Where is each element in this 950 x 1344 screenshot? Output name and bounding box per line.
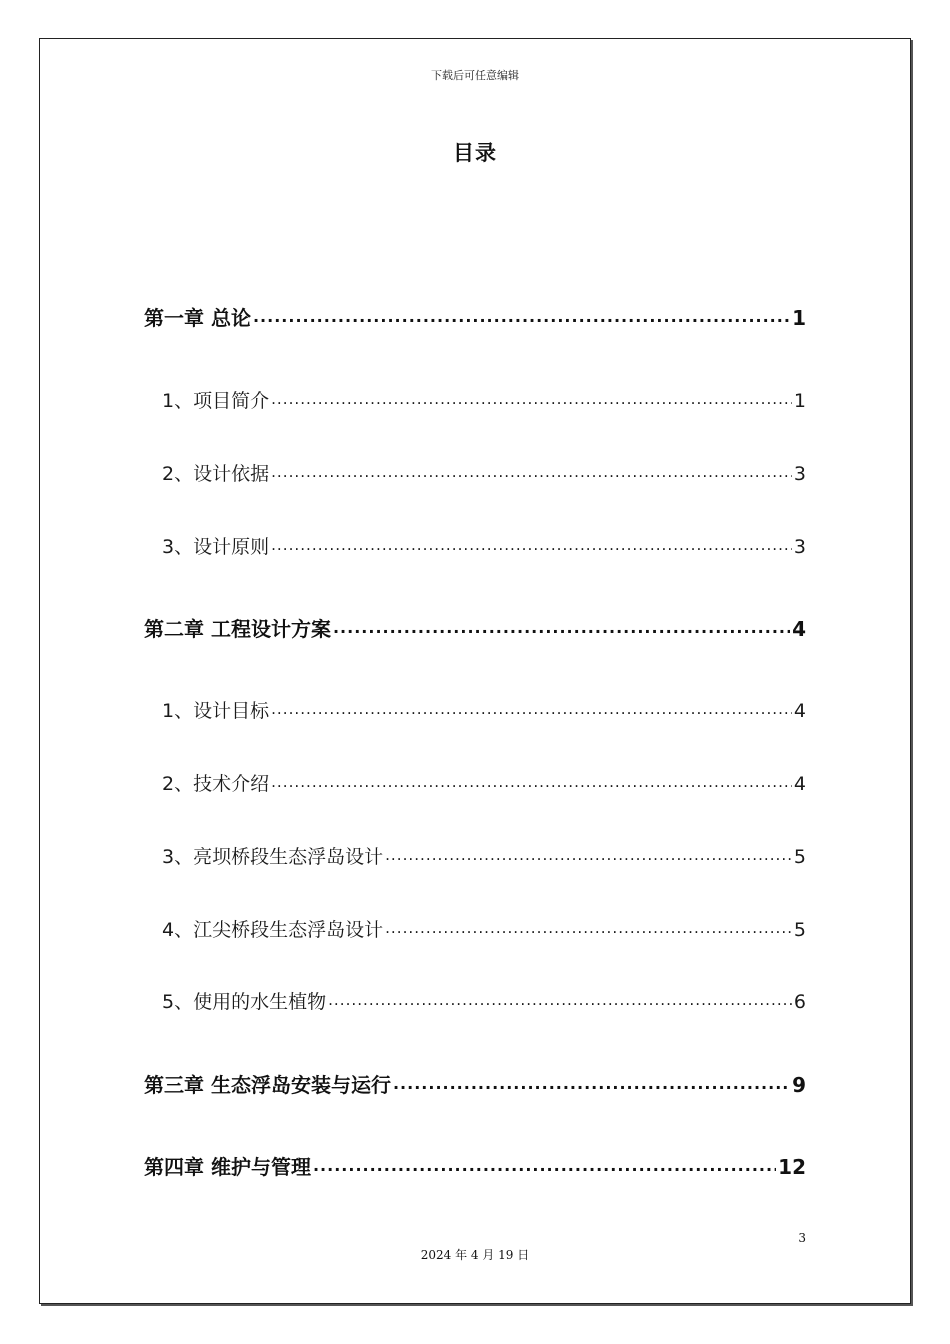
toc-leader: [271, 461, 792, 480]
toc-entry-2-2[interactable]: [144, 769, 806, 796]
toc-entry-text: 4、江尖桥段生态浮岛设计: [162, 919, 384, 941]
toc-leader: [271, 534, 792, 553]
toc-entry-page: 6: [793, 991, 806, 1013]
toc-leader: [393, 1072, 790, 1092]
page-header: 下载后可任意编辑: [431, 69, 519, 82]
toc-entry-page: 3: [793, 463, 806, 485]
toc-leader: [253, 305, 790, 325]
toc-entry-text: 2、设计依据: [162, 463, 270, 485]
toc-entry-2-4[interactable]: [144, 915, 806, 942]
document-page: [39, 38, 911, 1304]
toc-entry-chapter-4[interactable]: [144, 1151, 806, 1180]
toc-entry-page: 1: [792, 306, 806, 330]
toc-entry-page: 5: [793, 846, 806, 868]
toc-leader: [328, 989, 792, 1008]
toc-entry-text: 1、设计目标: [162, 700, 270, 722]
toc-entry-2-5[interactable]: [144, 987, 806, 1014]
toc-entry-1-3[interactable]: [144, 532, 806, 559]
toc-entry-page: 5: [793, 919, 806, 941]
toc-entry-text: 第三章 生态浮岛安装与运行: [144, 1073, 391, 1097]
page-number: 3: [798, 1231, 806, 1245]
toc-leader: [385, 844, 792, 863]
toc-entry-2-3[interactable]: [144, 842, 806, 869]
toc-leader: [271, 388, 792, 407]
toc-entry-chapter-1[interactable]: [144, 302, 806, 331]
toc-leader: [385, 917, 792, 936]
toc-title: 目录: [453, 141, 497, 165]
toc-entry-page: 9: [792, 1073, 806, 1097]
toc-entry-2-1[interactable]: [144, 696, 806, 723]
toc-leader: [333, 616, 790, 636]
toc-entry-1-2[interactable]: [144, 459, 806, 486]
toc-entry-text: 3、亮坝桥段生态浮岛设计: [162, 846, 384, 868]
toc-entry-text: 第二章 工程设计方案: [144, 617, 331, 641]
toc-entry-page: 1: [793, 390, 806, 412]
toc-entry-1-1[interactable]: [144, 386, 806, 413]
toc-leader: [271, 698, 792, 717]
toc-entry-text: 第四章 维护与管理: [144, 1155, 311, 1179]
toc-leader: [271, 771, 792, 790]
toc-entry-page: 4: [793, 773, 806, 795]
toc-entry-page: 4: [792, 617, 806, 641]
toc-entry-text: 2、技术介绍: [162, 773, 270, 795]
toc-entry-text: 1、项目简介: [162, 390, 270, 412]
toc-entry-text: 5、使用的水生植物: [162, 991, 327, 1013]
toc-entry-text: 第一章 总论: [144, 306, 251, 330]
toc-entry-page: 12: [778, 1155, 806, 1179]
toc-entry-chapter-2[interactable]: [144, 613, 806, 642]
toc-entry-chapter-3[interactable]: [144, 1069, 806, 1098]
toc-entry-text: 3、设计原则: [162, 536, 270, 558]
toc-entry-page: 4: [793, 700, 806, 722]
toc-leader: [313, 1154, 776, 1174]
footer-date: 2024 年 4 月 19 日: [420, 1248, 530, 1262]
toc-entry-page: 3: [793, 536, 806, 558]
